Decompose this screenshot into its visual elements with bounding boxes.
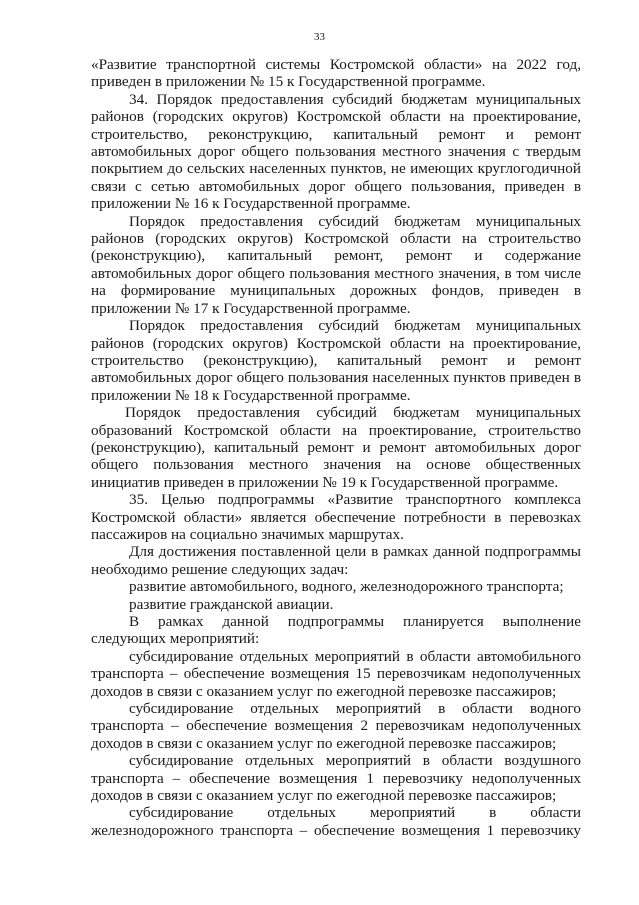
list-item: субсидирование отдельных мероприятий в области воздушного транспорта – обеспечение возмещения 1 перевозчику недополученных доходов в связи с оказанием услуг по ежегодной перевозке пассажиров; <box>91 752 581 805</box>
list-item: субсидирование отдельных мероприятий в области водного транспорта – обеспечение возмещения 2 перевозчикам недополученных доходов в связи с оказанием услуг по ежегодной перевозке пассажиров; <box>91 700 581 752</box>
paragraph: Порядок предоставления субсидий бюджетам муниципальных районов (городских округов) Костромской области на строительство (реконструкцию), капитальный ремонт, ремонт и содержание автомобильных дорог общего пользования местного значения, в том числе на формирование муниципальных дорожных фондов, приведен в приложении № 17 к Государственной программе. <box>91 212 581 317</box>
paragraph: Порядок предоставления субсидий бюджетам муниципальных образований Костромской области на проектирование, строительство (реконструкцию), капитальный ремонт и ремонт автомобильных дорог общего пользования местного значения на основе общественных инициатив приведен в приложении № 19 к Государственной программе. <box>91 404 581 491</box>
paragraph: В рамках данной подпрограммы планируется выполнение следующих мероприятий: <box>91 613 581 648</box>
list-item: субсидирование отдельных мероприятий в области железнодорожного транспорта – обеспечение возмещения 1 перевозчику <box>91 804 581 839</box>
paragraph: Порядок предоставления субсидий бюджетам муниципальных районов (городских округов) Костромской области на проектирование, строительство (реконструкцию), капитальный ремонт и ремонт автомобильных дорог общего пользования населенных пунктов приведен в приложении № 18 к Государственной программе. <box>91 317 581 404</box>
paragraph: 35. Целью подпрограммы «Развитие транспортного комплекса Костромской области» является обеспечение потребности в перевозках пассажиров на социально значимых маршрутах. <box>91 491 581 543</box>
page-number: 33 <box>314 31 325 43</box>
list-item: субсидирование отдельных мероприятий в области автомобильного транспорта – обеспечение возмещения 15 перевозчикам недополученных доходов в связи с оказанием услуг по ежегодной перевозке пассажиров; <box>91 647 581 700</box>
list-item: развитие гражданской авиации. <box>129 595 334 613</box>
paragraph: Для достижения поставленной цели в рамках данной подпрограммы необходимо решение следующих задач: <box>91 543 581 578</box>
document-body <box>91 56 581 839</box>
list-item: развитие автомобильного, водного, железнодорожного транспорта; <box>129 578 564 596</box>
paragraph: «Развитие транспортной системы Костромской области» на 2022 год, приведен в приложении № 15 к Государственной программе. <box>91 56 581 91</box>
paragraph: 34. Порядок предоставления субсидий бюджетам муниципальных районов (городских округов) Костромской области на проектирование, строительство, реконструкцию, капитальный ремонт и ремонт автомобильных дорог общего пользования местного значения с твердым покрытием до сельских населенных пунктов, не имеющих круглогодичной связи с сетью автомобильных дорог общего пользования, приведен в приложении № 16 к Государственной программе. <box>91 90 581 213</box>
